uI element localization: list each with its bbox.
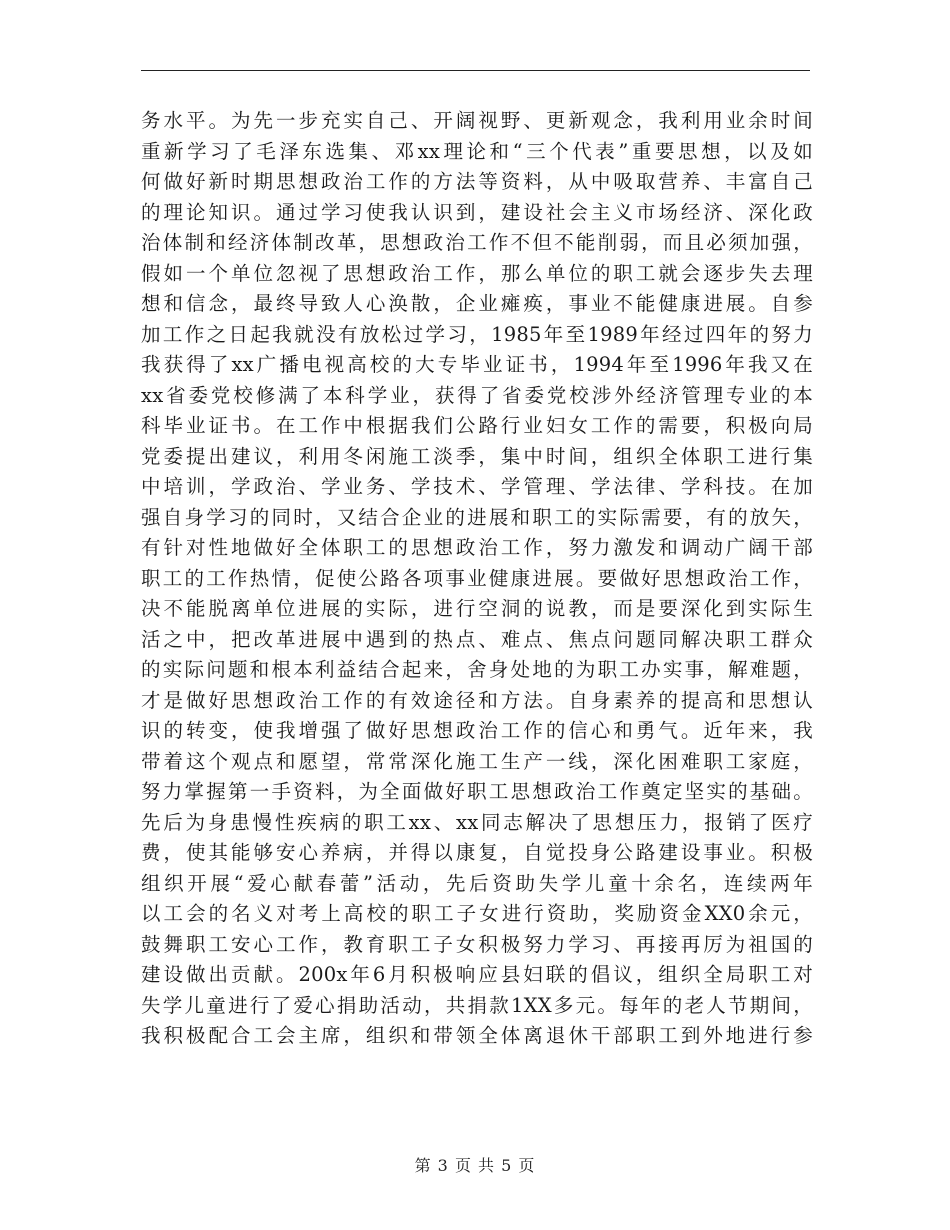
text-line: 建设做出贡献。200x年6月积极响应县妇联的倡议，组织全局职工对 [141, 963, 813, 986]
page-footer: 第 3 页 共 5 页 [414, 1156, 536, 1175]
text-line: 我获得了xx广播电视高校的大专毕业证书，1994年至1996年我又在 [141, 353, 813, 376]
text-line: 想和信念，最终导致人心涣散，企业瘫痪，事业不能健康进展。自参 [141, 292, 813, 315]
text-line: 治体制和经济体制改革，思想政治工作不但不能削弱，而且必须加强， [141, 231, 813, 254]
text-line: 职工的工作热情，促使公路各项事业健康进展。要做好思想政治工作， [141, 566, 813, 590]
text-line: 党委提出建议，利用冬闲施工淡季，集中时间，组织全体职工进行集 [141, 444, 813, 468]
text-line: 有针对性地做好全体职工的思想政治工作，努力激发和调动广阔干部 [141, 536, 813, 559]
text-line: 何做好新时期思想政治工作的方法等资料，从中吸取营养、丰富自己 [141, 170, 813, 193]
text-line: 加工作之日起我就没有放松过学习，1985年至1989年经过四年的努力 [141, 322, 813, 346]
text-line: 才是做好思想政治工作的有效途径和方法。自身素养的提高和思想认 [141, 688, 813, 712]
text-line: 重新学习了毛泽东选集、邓xx理论和“三个代表”重要思想，以及如 [141, 139, 813, 163]
text-line: 活之中，把改革进展中遇到的热点、难点、焦点问题同解决职工群众 [141, 627, 813, 651]
body-text [141, 106, 813, 1052]
text-line: 的理论知识。通过学习使我认识到，建设社会主义市场经济、深化政 [141, 200, 813, 224]
header-rule [141, 70, 810, 71]
text-line: 假如一个单位忽视了思想政治工作，那么单位的职工就会逐步失去理 [141, 261, 813, 285]
text-line: 组织开展“爱心献春蕾”活动，先后资助失学儿童十余名，连续两年 [141, 871, 813, 895]
text-line: 决不能脱离单位进展的实际，进行空洞的说教，而是要深化到实际生 [141, 597, 813, 620]
text-line: 的实际问题和根本利益结合起来，舍身处地的为职工办实事，解难题， [141, 658, 813, 681]
text-line: 识的转变，使我增强了做好思想政治工作的信心和勇气。近年来，我 [141, 719, 813, 742]
text-line: 中培训，学政治、学业务、学技术、学管理、学法律、学科技。在加 [141, 475, 813, 498]
text-line: 鼓舞职工安心工作，教育职工子女积极努力学习、再接再厉为祖国的 [141, 932, 813, 956]
text-line: 科毕业证书。在工作中根据我们公路行业妇女工作的需要，积极向局 [141, 414, 813, 437]
text-line: 以工会的名义对考上高校的职工子女进行资助，奖励资金XX0余元， [141, 902, 813, 925]
text-line: 失学儿童进行了爱心捐助活动，共捐款1XX多元。每年的老人节期间， [141, 993, 813, 1017]
text-line: 先后为身患慢性疾病的职工xx、xx同志解决了思想压力，报销了医疗 [141, 810, 813, 834]
text-line: 带着这个观点和愿望，常常深化施工生产一线，深化困难职工家庭， [141, 749, 813, 773]
text-line: 务水平。为先一步充实自己、开阔视野、更新观念，我利用业余时间 [141, 109, 813, 132]
text-line: xx省委党校修满了本科学业，获得了省委党校涉外经济管理专业的本 [141, 383, 813, 407]
text-line: 费，使其能够安心养病，并得以康复，自觉投身公路建设事业。积极 [141, 841, 813, 864]
text-line: 努力掌握第一手资料，为全面做好职工思想政治工作奠定坚实的基础。 [141, 780, 813, 803]
text-line: 我积极配合工会主席，组织和带领全体离退休干部职工到外地进行参 [141, 1024, 813, 1047]
text-line: 强自身学习的同时，又结合企业的进展和职工的实际需要，有的放矢， [141, 505, 813, 529]
